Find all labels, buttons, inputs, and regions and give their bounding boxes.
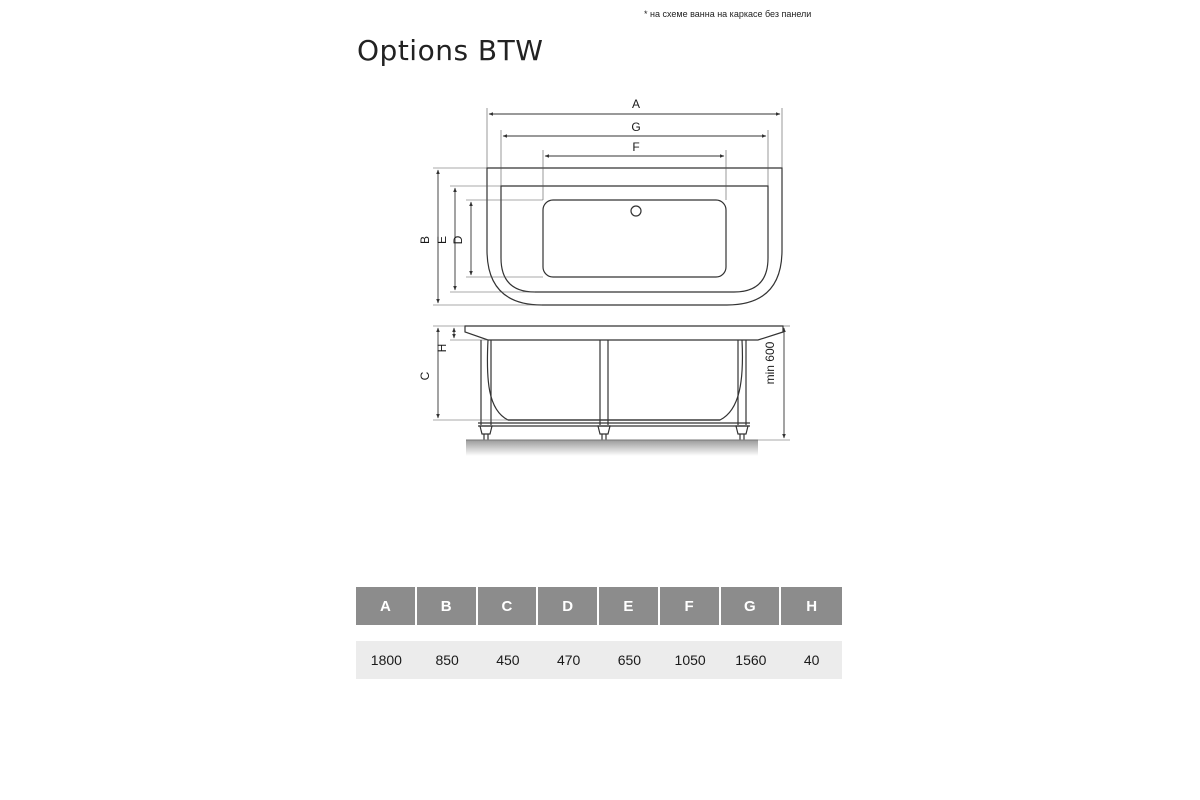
value-d: 470 bbox=[556, 652, 581, 668]
label-e: E bbox=[435, 235, 449, 245]
value-c: 450 bbox=[496, 652, 520, 668]
header-h: H bbox=[806, 597, 818, 615]
value-g: 1560 bbox=[735, 652, 767, 668]
label-c: C bbox=[418, 371, 432, 381]
label-f: F bbox=[632, 140, 640, 154]
value-e: 650 bbox=[617, 652, 642, 668]
label-h: H bbox=[435, 343, 449, 353]
label-b: B bbox=[418, 235, 432, 245]
header-e: E bbox=[599, 587, 660, 625]
side-view bbox=[465, 326, 783, 440]
page-title: Options BTW bbox=[357, 34, 544, 67]
header-b: B bbox=[417, 587, 478, 625]
value-f: 1050 bbox=[674, 652, 706, 668]
label-g: G bbox=[631, 120, 641, 134]
label-d: D bbox=[451, 235, 465, 245]
label-min600: min 600 bbox=[763, 341, 777, 385]
header-c: C bbox=[478, 587, 539, 625]
table-header-row bbox=[356, 587, 842, 625]
dimensions-table bbox=[356, 587, 842, 679]
floor bbox=[466, 440, 758, 456]
value-h: 40 bbox=[803, 652, 820, 668]
value-b: 850 bbox=[435, 652, 459, 668]
top-view bbox=[487, 168, 782, 305]
header-f: F bbox=[660, 587, 721, 625]
header-a: A bbox=[356, 587, 417, 625]
label-a: A bbox=[631, 97, 641, 111]
value-a: 1800 bbox=[370, 652, 402, 668]
header-d: D bbox=[538, 587, 599, 625]
table-values-row bbox=[356, 641, 842, 679]
header-g: G bbox=[721, 587, 782, 625]
footnote: * на схеме ванна на каркасе без панели bbox=[644, 9, 812, 19]
